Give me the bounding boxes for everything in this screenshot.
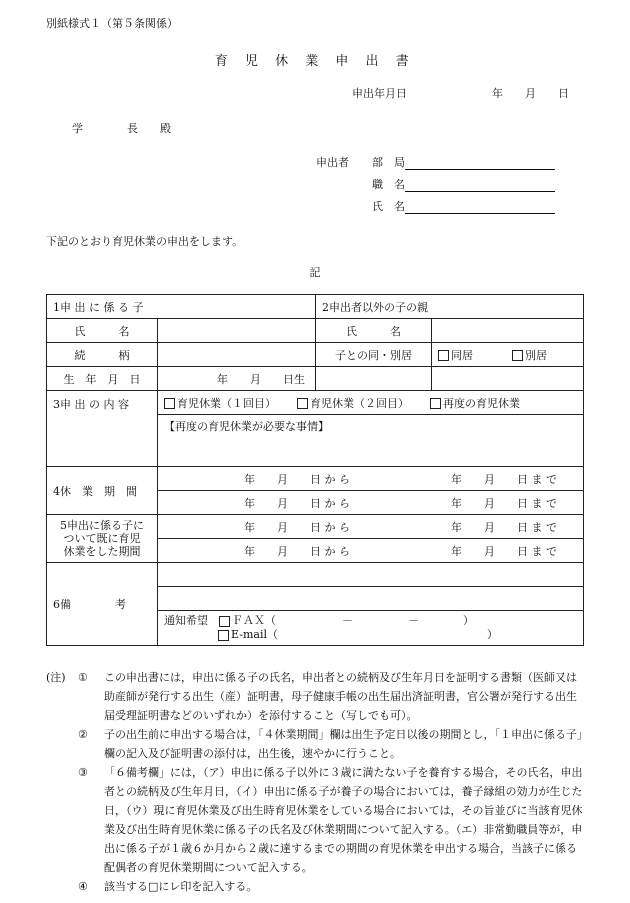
birthday-cell[interactable]: 年 月 日生 xyxy=(158,367,316,391)
remarks-line[interactable] xyxy=(158,587,584,611)
section-period-label: 4休 業 期 間 xyxy=(47,467,158,515)
ki-heading: 記 xyxy=(309,266,321,279)
blank-cell xyxy=(432,367,584,391)
date-value: 年 月 日 xyxy=(492,87,569,100)
note-text: 子の出生前に申出する場合は，「４休業期間」欄は出生予定日以後の期間とし，「１申出に係る子」欄の記入及び証明書の添付は，出生後，速やかに行うこと。 xyxy=(104,728,583,760)
child-name-cell[interactable] xyxy=(158,319,316,343)
cohabit-separate-checkbox[interactable]: 別居 xyxy=(512,349,547,362)
fax-checkbox[interactable]: ＦＡＸ（ － － ） xyxy=(219,614,474,627)
note-number: ② xyxy=(78,728,88,741)
blank-cell xyxy=(316,367,432,391)
applicant-department-field[interactable] xyxy=(372,154,555,170)
application-form-table xyxy=(46,294,584,646)
relation-label: 続 柄 xyxy=(47,343,158,367)
section-content-label: 3申 出 の 内 容 xyxy=(47,391,158,467)
cohabit-label: 子との同・別居 xyxy=(316,343,432,367)
applicant-label: 申出者 xyxy=(316,156,349,169)
remarks-line[interactable] xyxy=(158,563,584,587)
note-text: この申出書には，申出に係る子の氏名，申出者との続柄及び生年月日を証明する書類（医師又は助産師が発行する出生（産）証明書，母子健康手帳の出生届出済証明書，官公署が発行する出生届受理証明書などのいずれか）を添付すること（写しでも可）。 xyxy=(104,671,577,722)
applicant-name-field[interactable] xyxy=(372,198,555,214)
note-number: ③ xyxy=(78,766,88,779)
parent-name-label: 氏 名 xyxy=(316,319,432,343)
applicant-position-field[interactable] xyxy=(372,176,555,192)
intro-text: 下記のとおり育児休業の申出をします。 xyxy=(46,235,244,248)
form-number: 別紙様式１（第５条関係） xyxy=(46,17,178,30)
section-other-parent-header: 2申出者以外の子の親 xyxy=(316,295,584,319)
period-row[interactable]: 年 月 日 か ら 年 月 日 ま で xyxy=(158,491,584,515)
birthday-label: 生 年 月 日 xyxy=(47,367,158,391)
option-repeat-leave-checkbox[interactable]: 再度の育児休業 xyxy=(430,397,520,410)
cohabit-same-checkbox[interactable]: 同居 xyxy=(438,349,473,362)
reason-cell[interactable] xyxy=(158,415,584,467)
cohabit-options xyxy=(432,343,584,367)
option-second-leave-checkbox[interactable]: 育児休業（２回目） xyxy=(297,397,409,410)
period-row[interactable]: 年 月 日 か ら 年 月 日 ま で xyxy=(158,467,584,491)
section-past-leave-label: 5申出に係る子に ついて既に育児 休業をした期間 xyxy=(47,515,158,563)
notify-label: 通知希望 xyxy=(164,614,208,627)
field-label: 氏 名 xyxy=(372,200,405,213)
note-text: 「６備考欄」には，（ア）申出に係る子以外に３歳に満たない子を養育する場合，その氏名，申出者との続柄及び生年月日，（イ）申出に係る子が養子の場合においては，養子縁組の効力が生じた日，（ウ）現に育児休業及び出生時育児休業をしている場合においては，その旨並びに当該育児休業及び出生時育児休業に係る子の氏名及び休業期間について記入する。（エ）非常勤職員等が，申出に係る子が１歳６か月から２歳に達するまでの期間の育児休業を申出する場合，当該子に係る配偶者の育児休業期間について記入する。 xyxy=(104,766,583,874)
addressee: 学 長 殿 xyxy=(72,122,171,135)
note-number: ① xyxy=(78,671,88,684)
notes-label: (注) xyxy=(46,671,66,684)
document-title: 育 児 休 業 申 出 書 xyxy=(214,54,416,69)
note-text: 該当する□にレ印を記入する。 xyxy=(104,880,258,893)
note-number: ④ xyxy=(78,880,88,893)
field-label: 職 名 xyxy=(372,178,405,191)
field-label: 部 局 xyxy=(372,156,405,169)
email-checkbox[interactable]: E-mail（ ） xyxy=(218,628,498,641)
option-first-leave-checkbox[interactable]: 育児休業（１回目） xyxy=(164,397,276,410)
section-child-header: 1申 出 に 係 る 子 xyxy=(47,295,316,319)
content-options xyxy=(158,391,584,415)
relation-cell[interactable] xyxy=(158,343,316,367)
notes-section xyxy=(46,668,586,896)
section-remarks-label: 6備 考 xyxy=(47,563,158,646)
past-leave-row[interactable]: 年 月 日 か ら 年 月 日 ま で xyxy=(158,515,584,539)
child-name-label: 氏 名 xyxy=(47,319,158,343)
past-leave-row[interactable]: 年 月 日 か ら 年 月 日 ま で xyxy=(158,539,584,563)
reason-label: 【再度の育児休業が必要な事情】 xyxy=(164,420,329,433)
parent-name-cell[interactable] xyxy=(432,319,584,343)
notification-cell xyxy=(158,611,584,646)
date-label: 申出年月日 xyxy=(352,87,407,100)
